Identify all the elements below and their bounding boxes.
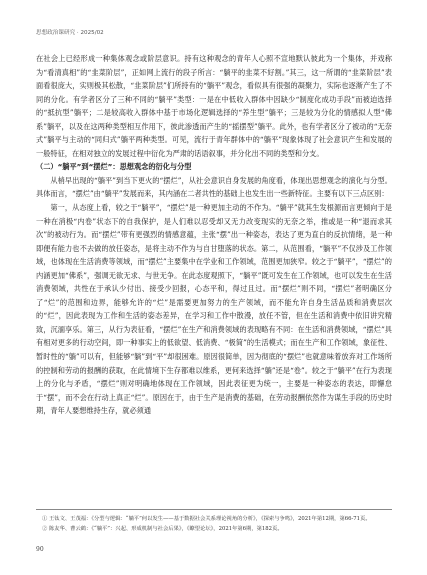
- running-head: 思想政治课研究 · 2025/02: [36, 30, 104, 36]
- paragraph-3: 第一，从态度上看，较之于“躺平”，“摆烂”是一种更加主动的不作为。“躺平”就其生发根源而言更倾向于是一种在消极“内卷”状态下的自我保护，是人们难以忍受却又无力改变现实的无奈之举，推或是一种“退而求其次”的被动行为。而“摆烂”带有更强烈的情感意蕴，主张“摆”出一种姿态，表达了更为直白的反抗情绪，是一种即便有能力也不去做的放任姿态，是将主动不作为与自甘堕落的状态。第二，从范围看，“躺平”不仅涉及工作领域，也体现在生活消费等领域，而“摆烂”主要集中在学业和工作领域，范围更加狭窄。较之于“躺平”，“摆烂”的内涵更加“佛系”，强调无欲无求、与世无争。在此态度观照下，“躺平”既可发生在工作领域，也可以发生在生活消费领域，共性在于承认少付出、接受少回报，心态平和，得过且过。而“摆烂”则不同，“摆烂”者明确区分了“烂”的范围和边界，能够允许的“烂”是需要更加努力的生产领域，而不能允许自身生活品质和消费层次的“烂”，因此表现为工作和生活的姿态差异，在学习和工作中散漫，放任不管，但在生活和消费中依旧讲究精致，沉湎享乐。第三，从行为表征看，“摆烂”在生产和消费领域的表现略有不同：在生活和消费领域，“摆烂”具有相对更多的行动空间，即一种事实上的低欲望、低消费、“极简”的生活模式；而在生产和工作领域，象征性、暂时性的“躺”可以有，但能够“躺”到“平”却很困难。原因很简单，因为彻底的“摆烂”也就意味着放弃对工作场所的控制和劳动的报酬的获取，在此情境下生存都难以维系，更何来选择“躺”还是“卷”。较之于“躺平”在行为表现上的分化与矛盾，“摆烂”则对明确地体现在工作领域，因此表征更为统一，主要是一种姿态的表达，即懈怠于“摆”，而不会在行动上真正“烂”。原因在于，由于生产是消费的基础，在劳动报酬依然作为谋生手段的历史时期，青年人要想维持生存，就必须通: [36, 203, 392, 416]
- paragraph-1: 在社会上已经形成一种集体观念或阶层意识。持有这种观念的青年人心照不宣地默认彼此为一个集体，并戏称为“看清真相”的“韭菜阶层”，正如网上流行的段子所言：“躺平的韭菜不好割。”其三，这一所谓的“韭菜阶层”表面看很庞大，实则极其松散，“韭菜阶层”们所持有的“躺平”观念，看似具有很强的凝聚力，实际也逐渐产生了不同的分化。有学者区分了三种不同的“躺平”类型：一是在中低收入群体中因缺少“制度化成功手段”而被迫选择的“抵抗型”躺平；二是较高收入群体中基于市场化逻辑选择的“养生型”躺平；三是较为分化的情感拟人型“佛系”躺平，以及在这两种类型相互作用下，彼此渗透而产生的“摇摆型”躺平。此外，也有学者区分了被动的“无奈式”躺平与主动的“同归式”躺平两种类型。可见，流行于青年群体中的“躺平”现象体现了社会意识产生和发展的一般特征，在相对独立的发展过程中衍化为严肃的话语叙事，并分化出不同的类型和分支。: [36, 54, 392, 158]
- footnote-1: ① 王钛文、王茂福：《分型与逻辑：“躺平”何以发生——基于数据社会关系理论视角的分析》，《探索与争鸣》，2021年第12期，第66-71页。: [42, 516, 371, 522]
- paragraph-2: 从梢早出现的“躺平”到当下更火的“摆烂”，从社会意识自身发展的角度看，体现出思想观念的演化与分型。具体而言，“摆烂”由“躺平”发展而来，其内涵在二者共性的基础上也发生出一些新特征。主要有以下三点区别：: [36, 175, 392, 199]
- footnote-divider: [36, 509, 392, 510]
- footnotes: [36, 514, 392, 534]
- article-body: [36, 52, 392, 418]
- page-number: 90: [36, 546, 44, 553]
- section-heading: （二）“躺平”到“摆烂”：思想观念的衍化与分型: [36, 162, 192, 172]
- footnote-2: ② 陈友华、曹云鹤：《“躺平”：兴起、形成机制与社会后果》，《瞭望论坛》，2021年第6期，第182页。: [42, 526, 283, 532]
